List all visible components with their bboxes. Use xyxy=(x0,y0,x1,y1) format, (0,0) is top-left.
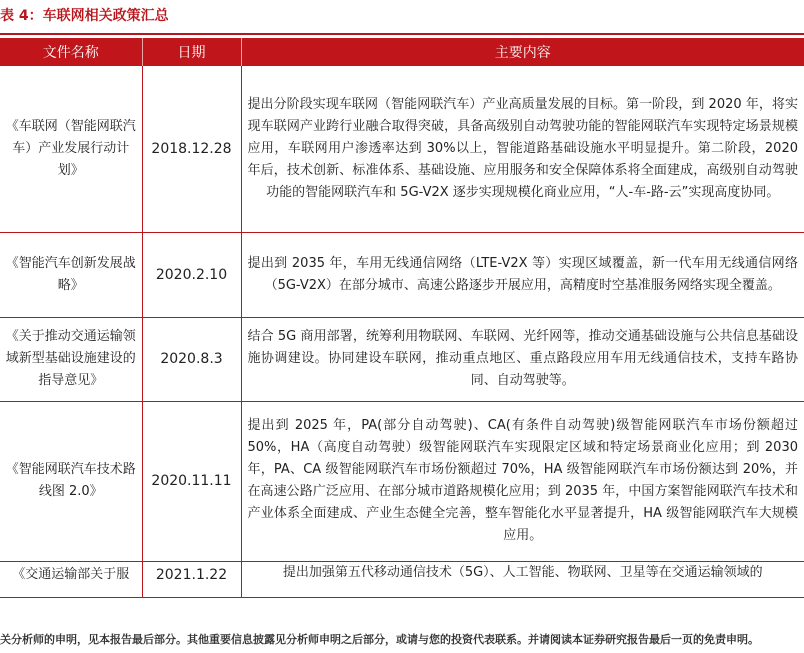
content-cell: 结合 5G 商用部署，统筹利用物联网、车联网、光纤网等，推动交通基础设施与公共信息基础设施协调建设。协同建设车联网，推动重点地区、重点路段应用车用无线通信技术，支持车路协同、自动驾驶等。 xyxy=(241,317,804,401)
content-cell: 提出到 2035 年，车用无线通信网络（LTE-V2X 等）实现区域覆盖，新一代车用无线通信网络（5G-V2X）在部分城市、高速公路逐步开展应用，高精度时空基准服务网络实现全覆盖。 xyxy=(241,232,804,317)
table-row xyxy=(0,317,804,401)
table-row xyxy=(0,561,804,597)
table-header-row xyxy=(0,38,804,66)
table-title: 表 4：车联网相关政策汇总 xyxy=(0,8,169,24)
title-divider xyxy=(0,33,804,35)
header-date: 日期 xyxy=(142,38,241,66)
date-cell: 2021.1.22 xyxy=(142,561,241,597)
content-cell: 提出分阶段实现车联网（智能网联汽车）产业高质量发展的目标。第一阶段，到 2020 年，将实现车联网产业跨行业融合取得突破，具备高级别自动驾驶功能的智能网联汽车实现特定场景规模应用，车联网用户渗透率达到 30%以上，智能道路基础设施水平明显提升。第二阶段，2020 年后，技术创新、标准体系、基础设施、应用服务和安全保障体系将全面建成，高级别自动驾驶功能的智能网联汽车和 5G-V2X 逐步实现规模化商业应用，“人-车-路-云”实现高度协同。 xyxy=(241,66,804,232)
date-cell: 2018.12.28 xyxy=(142,66,241,232)
file-name-cell: 《智能网联汽车技术路线图 2.0》 xyxy=(0,401,142,561)
content-cell: 提出加强第五代移动通信技术（5G）、人工智能、物联网、卫星等在交通运输领域的 xyxy=(241,561,804,597)
table-row xyxy=(0,66,804,232)
file-name-cell: 《智能汽车创新发展战略》 xyxy=(0,232,142,317)
policy-table xyxy=(0,38,804,598)
file-name-cell: 《交通运输部关于服 xyxy=(0,561,142,597)
date-cell: 2020.8.3 xyxy=(142,317,241,401)
disclaimer-footer: 关分析师的申明，见本报告最后部分。其他重要信息披露见分析师申明之后部分，或请与您的投资代表联系。并请阅读本证券研究报告最后一页的免责申明。 xyxy=(0,633,759,646)
header-file-name: 文件名称 xyxy=(0,38,142,66)
date-cell: 2020.11.11 xyxy=(142,401,241,561)
file-name-cell: 《关于推动交通运输领域新型基础设施建设的指导意见》 xyxy=(0,317,142,401)
table-row xyxy=(0,232,804,317)
file-name-cell: 《车联网（智能网联汽车）产业发展行动计划》 xyxy=(0,66,142,232)
date-cell: 2020.2.10 xyxy=(142,232,241,317)
content-cell: 提出到 2025 年，PA(部分自动驾驶)、CA(有条件自动驾驶)级智能网联汽车市场份额超过 50%，HA（高度自动驾驶）级智能网联汽车实现限定区域和特定场景商业化应用；到 2030 年，PA、CA 级智能网联汽车市场份额超过 70%，HA 级智能网联汽车市场份额达到 20%，并在高速公路广泛应用、在部分城市道路规模化应用；到 2035 年，中国方案智能网联汽车技术和产业体系全面建成、产业生态健全完善，整车智能化水平显著提升，HA 级智能网联汽车大规模应用。 xyxy=(241,401,804,561)
table-row xyxy=(0,401,804,561)
header-main-content: 主要内容 xyxy=(241,38,804,66)
